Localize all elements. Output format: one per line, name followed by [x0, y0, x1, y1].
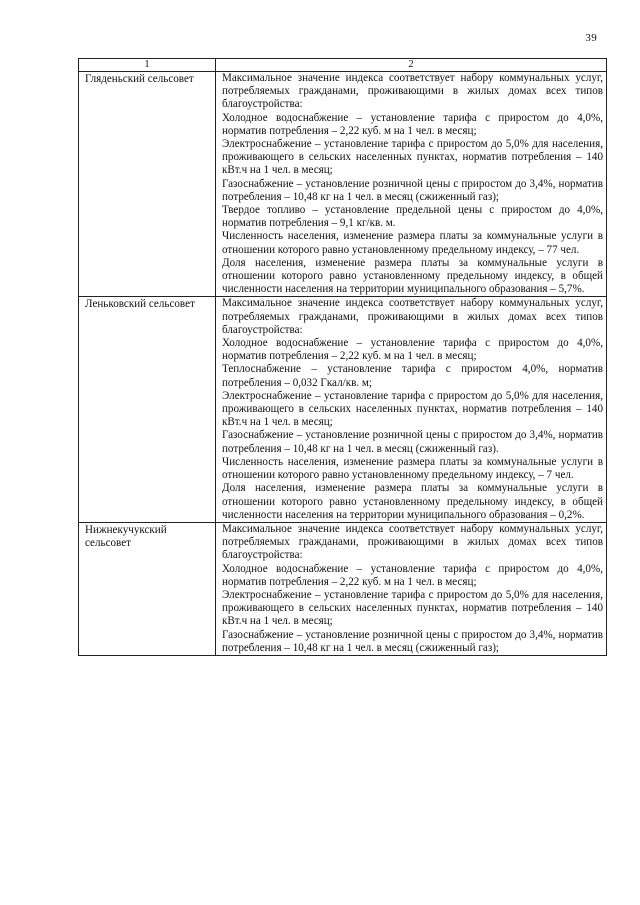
paragraph: Максимальное значение индекса соответствует набору коммунальных услуг, потребляемых гражданами, проживающими в жилых домах всех типов благоустройства: [222, 297, 603, 336]
paragraph: Твердое топливо – установление предельной цены с приростом до 4,0%, норматив потребления – 9,1 кг/кв. м. [222, 204, 603, 230]
paragraph: Холодное водоснабжение – установление тарифа с приростом до 4,0%, норматив потребления – 2,22 куб. м на 1 чел. в месяц; [222, 111, 603, 137]
paragraph: Максимальное значение индекса соответствует набору коммунальных услуг, потребляемых гражданами, проживающими в жилых домах всех типов благоустройства: [222, 522, 603, 562]
paragraph: Электроснабжение – установление тарифа с приростом до 5,0% для населения, проживающего в сельских населенных пунктах, норматив потребления – 140 кВт.ч на 1 чел. в месяц; [222, 389, 603, 429]
municipality-name: Гляденьский сельсовет [79, 72, 216, 297]
municipality-description [216, 522, 607, 655]
paragraph: Газоснабжение – установление розничной цены с приростом до 3,4%, норматив потребления – 10,48 кг на 1 чел. в месяц (сжиженный газ); [222, 177, 603, 203]
table-row [79, 297, 607, 522]
paragraph: Холодное водоснабжение – установление тарифа с приростом до 4,0%, норматив потребления – 2,22 куб. м на 1 чел. в месяц; [222, 337, 603, 363]
municipality-description [216, 72, 607, 297]
paragraph: Численность населения, изменение размера платы за коммунальные услуги в отношении которого равно установленному предельному индексу, – 77 чел. [222, 230, 603, 256]
page-number: 39 [585, 32, 597, 44]
table-header-row [79, 59, 607, 72]
table-row [79, 522, 607, 655]
paragraph: Численность населения, изменение размера платы за коммунальные услуги в отношении которого равно установленному предельному индексу, – 7 чел. [222, 455, 603, 482]
municipality-name: Нижнекучукский сельсовет [79, 522, 216, 655]
paragraph: Теплоснабжение – установление тарифа с приростом 4,0%, норматив потребления – 0,032 Гкал/кв. м; [222, 363, 603, 389]
paragraph: Газоснабжение – установление розничной цены с приростом до 3,4%, норматив потребления – 10,48 кг на 1 чел. в месяц (сжиженный газ). [222, 429, 603, 455]
paragraph: Газоснабжение – установление розничной цены с приростом до 3,4%, норматив потребления – 10,48 кг на 1 чел. в месяц (сжиженный газ); [222, 628, 603, 654]
municipality-name: Леньковский сельсовет [79, 297, 216, 522]
column-header-1: 1 [79, 59, 216, 72]
paragraph: Максимальное значение индекса соответствует набору коммунальных услуг, потребляемых гражданами, проживающими в жилых домах всех типов благоустройства: [222, 72, 603, 111]
paragraph: Доля населения, изменение размера платы за коммунальные услуги в отношении которого равно установленному предельному индексу, в общей численности населения на территории муниципального образования – 0,2%. [222, 482, 603, 521]
paragraph: Холодное водоснабжение – установление тарифа с приростом до 4,0%, норматив потребления – 2,22 куб. м на 1 чел. в месяц; [222, 562, 603, 588]
municipality-description [216, 297, 607, 522]
column-header-2: 2 [216, 59, 607, 72]
paragraph: Электроснабжение – установление тарифа с приростом до 5,0% для населения, проживающего в сельских населенных пунктах, норматив потребления – 140 кВт.ч на 1 чел. в месяц; [222, 138, 603, 177]
paragraph: Доля населения, изменение размера платы за коммунальные услуги в отношении которого равно установленному предельному индексу, в общей численности населения на территории муниципального образования – 5,7%. [222, 256, 603, 296]
table-row [79, 72, 607, 297]
paragraph: Электроснабжение – установление тарифа с приростом до 5,0% для населения, проживающего в сельских населенных пунктах, норматив потребления – 140 кВт.ч на 1 чел. в месяц; [222, 588, 603, 628]
municipal-index-table [78, 58, 607, 656]
